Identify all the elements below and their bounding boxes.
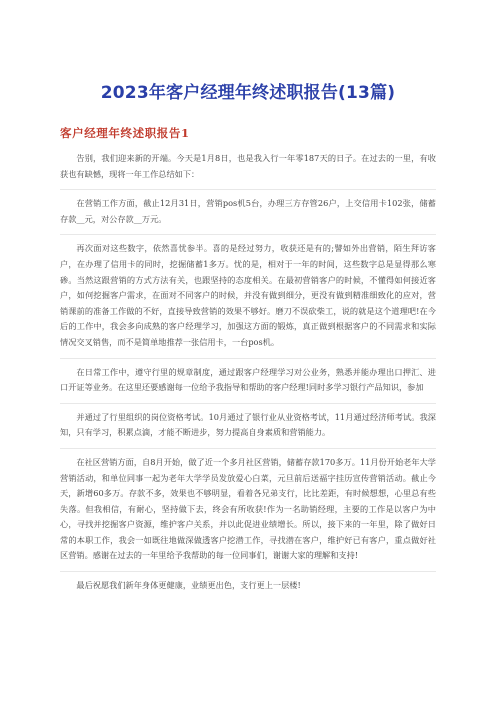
paragraph-separator xyxy=(60,571,436,572)
paragraph-separator xyxy=(60,448,436,449)
document-body xyxy=(60,151,436,594)
paragraph-5: 并通过了行里组织的岗位资格考试。10月通过了银行业从业资格考试，11月通过经济师考试。我深知，只有学习，积累点滴，才能不断进步，努力提高自身素质和营销能力。 xyxy=(60,411,436,438)
paragraph-6: 在社区营销方面，自8月开始，做了近一个多月社区营销，储蓄存款170多万。11月份开始老年大学营销活动，和单位同事一起为老年大学学员发放爱心白菜，元旦前后送福字挂历宣传营销活动。截止今天，新增60多万。存款不多，效果也不够明显，看着各兄弟支行，比比差距，有时候想想，心里总有些失落。但我相信，有耐心，坚持做下去，终会有所收获!作为一名助销经理，主要的工作是以客户为中心，寻找并挖掘客户资源，维护客户关系，并以此促进业绩增长。所以，接下来的一年里，除了做好日常的本职工作，我会一如既往地做深做透客户挖潜工作，寻找潜在客户，维护好已有客户，重点做好社区营销。感谢在过去的一年里给予我帮助的每一位同事们，谢谢大家的理解和支持! xyxy=(60,456,436,561)
paragraph-separator xyxy=(60,189,436,190)
paragraph-separator xyxy=(60,403,436,404)
paragraph-2: 在营销工作方面，截止12月31日，营销pos机5台，办理三方存管26户，上交信用卡102张，储蓄存款__元，对公存款__万元。 xyxy=(60,198,436,224)
section-heading: 客户经理年终述职报告1 xyxy=(60,126,190,140)
paragraph-separator xyxy=(60,234,436,235)
paragraph-7: 最后祝愿我们新年身体更健康，业绩更出色，支行更上一层楼! xyxy=(76,580,301,591)
paragraph-3: 再次面对这些数字，依然喜忧参半。喜的是经过努力，收获还是有的;譬如外出营销，陌生拜访客户，在办理了信用卡的同时，挖掘储蓄1多万。忧的是，相对于一年的时间，这些数字总是显得那么寒碜。当然这跟营销的方式方法有关，也跟坚持的态度相关。在最初营销客户的时候，不懂得如何接近客户，如何挖掘客户需求，在面对不同客户的时候，并没有做到细分，更没有做到精准细致化的应对，营销课前的准备工作做的不好，直接导致营销的效果不够好。磨刀不误砍柴工，说的就是这个道理吧!在今后的工作中，我会多向成熟的客户经理学习，加强这方面的锻炼，真正做到根据客户的不同需求和实际情况交叉销售，而不是简单地推荐一张信用卡，一台pos机。 xyxy=(60,243,436,347)
document-title: 2023年客户经理年终述职报告(13篇) xyxy=(100,83,396,103)
paragraph-1: 告别，我们迎来新的开端。今天是1月8日，也是我入行一年零187天的日子。在过去的一里，有收获也有缺憾，现将一年工作总结如下： xyxy=(60,153,436,179)
paragraph-4: 在日常工作中，遵守行里的规章制度，通过跟客户经理学习对公业务，熟悉并能办理出口押汇、进口开证等业务。在这里还要感谢每一位给予我指导和帮助的客户经理!同时多学习银行产品知识，参加 xyxy=(60,366,436,393)
paragraph-separator xyxy=(60,358,436,359)
